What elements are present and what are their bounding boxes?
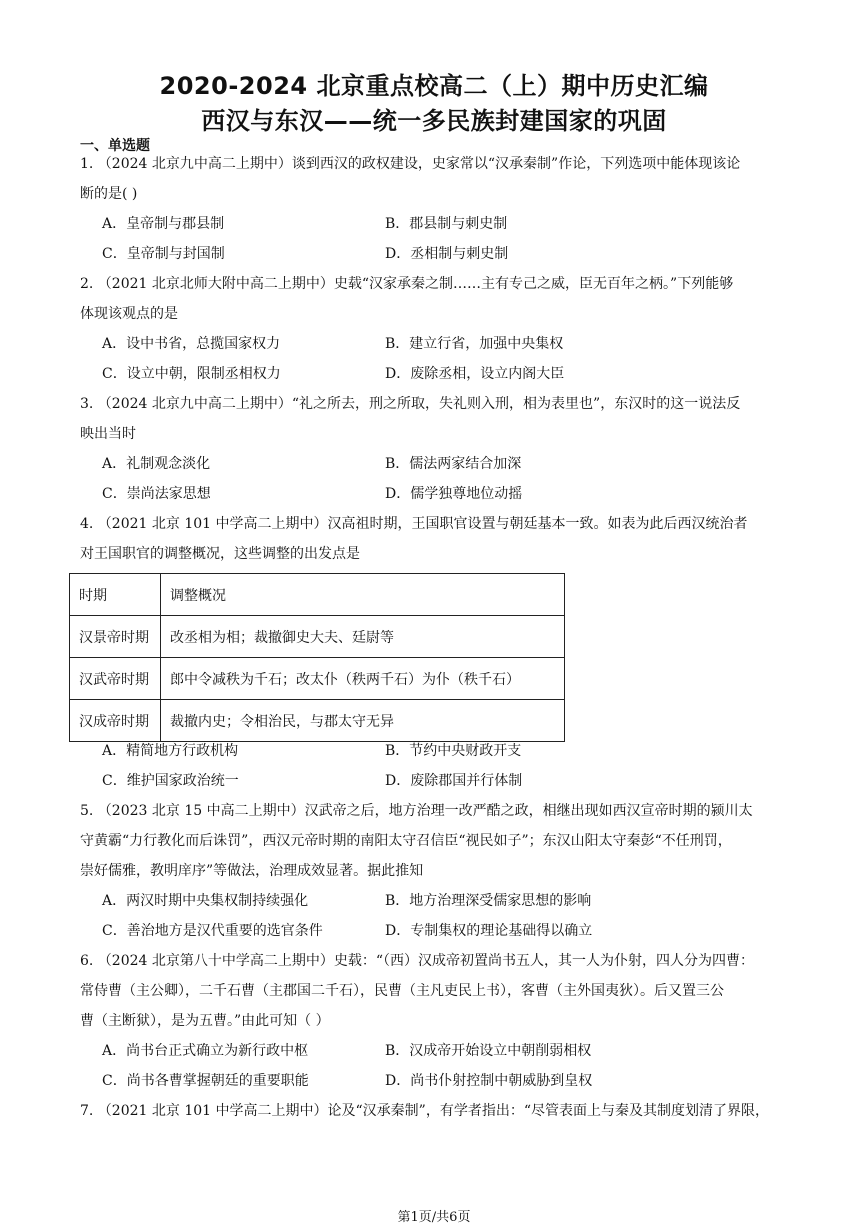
- page-footer: 第1页/共6页: [397, 1210, 471, 1225]
- question-1-option-b: B．郡县制与刺史制: [385, 216, 508, 232]
- question-5-line-2: 守黄霸“力行教化而后诛罚”，西汉元帝时期的南阳太守召信臣“视民如子”；东汉山阳太守秦彭“不任刑罚，: [80, 833, 732, 849]
- question-3-line-1: 3. （2024 北京九中高二上期中）“礼之所去，刑之所取，失礼则入刑，相为表里也”，东汉时的这一说法反: [80, 396, 741, 412]
- adjustment-table: [69, 573, 565, 742]
- question-1-option-d: D．丞相制与刺史制: [385, 246, 509, 262]
- question-7-line-1: 7. （2021 北京 101 中学高二上期中）论及“汉承秦制”，有学者指出：“尽管表面上与秦及其制度划清了界限，: [80, 1103, 769, 1119]
- section-heading: 一、单选题: [80, 138, 150, 154]
- question-3-line-2: 映出当时: [80, 426, 136, 442]
- question-5-option-d: D．专制集权的理论基础得以确立: [385, 923, 593, 939]
- question-1-line-2: 断的是( ): [80, 186, 138, 202]
- question-2-line-2: 体现该观点的是: [80, 306, 178, 322]
- question-4-line-2: 对王国职官的调整概况，这些调整的出发点是: [80, 546, 360, 562]
- table-row: [70, 616, 565, 658]
- question-1-option-a: A．皇帝制与郡县制: [102, 216, 225, 232]
- question-2-option-a: A．设中书省，总揽国家权力: [102, 336, 281, 352]
- question-5-option-b: B．地方治理深受儒家思想的影响: [385, 893, 592, 909]
- question-6-line-1: 6. （2024 北京第八十中学高二上期中）史载：“（西）汉成帝初置尚书五人，其一人为仆射，四人分为四曹：: [80, 953, 755, 969]
- question-3-option-d: D．儒学独尊地位动摇: [385, 486, 523, 502]
- question-2-line-1: 2. （2021 北京北师大附中高二上期中）史载“汉家承秦之制……主有专己之威，臣无百年之柄。”下列能够: [80, 276, 734, 292]
- question-3-option-c: C．崇尚法家思想: [102, 486, 211, 502]
- table-cell: 改丞相为相；裁撤御史大夫、廷尉等: [161, 616, 565, 658]
- table-cell: 郎中令减秩为千石；改太仆（秩两千石）为仆（秩千石）: [161, 658, 565, 700]
- question-1-line-1: 1. （2024 北京九中高二上期中）谈到西汉的政权建设，史家常以“汉承秦制”作论，下列选项中能体现该论: [80, 156, 741, 172]
- document-subtitle: 西汉与东汉——统一多民族封建国家的巩固: [201, 107, 667, 135]
- table-header-row: [70, 574, 565, 616]
- document-title: 2020-2024 北京重点校高二（上）期中历史汇编: [159, 72, 709, 100]
- question-4-option-c: C．维护国家政治统一: [102, 773, 239, 789]
- question-6-option-b: B．汉成帝开始设立中朝削弱相权: [385, 1043, 592, 1059]
- question-3-option-a: A．礼制观念淡化: [102, 456, 211, 472]
- question-6-option-d: D．尚书仆射控制中朝威胁到皇权: [385, 1073, 593, 1089]
- table-cell: 裁撤内史；令相治民，与郡太守无异: [161, 700, 565, 742]
- question-4-option-a: A．精简地方行政机构: [102, 743, 239, 759]
- question-5-line-1: 5. （2023 北京 15 中高二上期中）汉武帝之后，地方治理一改严酷之政，相继出现如西汉宣帝时期的颍川太: [80, 803, 753, 819]
- question-5-option-a: A．两汉时期中央集权制持续强化: [102, 893, 309, 909]
- table-cell: 汉武帝时期: [70, 658, 161, 700]
- question-6-option-c: C．尚书各曹掌握朝廷的重要职能: [102, 1073, 309, 1089]
- question-2-option-d: D．废除丞相，设立内阁大臣: [385, 366, 565, 382]
- question-3-option-b: B．儒法两家结合加深: [385, 456, 522, 472]
- question-4-option-b: B．节约中央财政开支: [385, 743, 522, 759]
- question-1-option-c: C．皇帝制与封国制: [102, 246, 225, 262]
- table-row: [70, 658, 565, 700]
- table-row: [70, 700, 565, 742]
- question-6-option-a: A．尚书台正式确立为新行政中枢: [102, 1043, 309, 1059]
- table-cell: 时期: [70, 574, 161, 616]
- table-cell: 调整概况: [161, 574, 565, 616]
- question-2-option-b: B．建立行省，加强中央集权: [385, 336, 564, 352]
- question-4-option-d: D．废除郡国并行体制: [385, 773, 523, 789]
- question-6-line-3: 曹（主断狱），是为五曹。”由此可知（ ）: [80, 1013, 330, 1029]
- table-cell: 汉景帝时期: [70, 616, 161, 658]
- question-5-line-3: 崇好儒雅，教明庠序”等做法，治理成效显著。据此推知: [80, 863, 424, 879]
- question-5-option-c: C．善治地方是汉代重要的选官条件: [102, 923, 323, 939]
- question-2-option-c: C．设立中朝，限制丞相权力: [102, 366, 281, 382]
- question-6-line-2: 常侍曹（主公卿），二千石曹（主郡国二千石），民曹（主凡吏民上书），客曹（主外国夷狄）。后又置三公: [80, 983, 724, 999]
- question-4-line-1: 4. （2021 北京 101 中学高二上期中）汉高祖时期，王国职官设置与朝廷基本一致。如表为此后西汉统治者: [80, 516, 748, 532]
- table-cell: 汉成帝时期: [70, 700, 161, 742]
